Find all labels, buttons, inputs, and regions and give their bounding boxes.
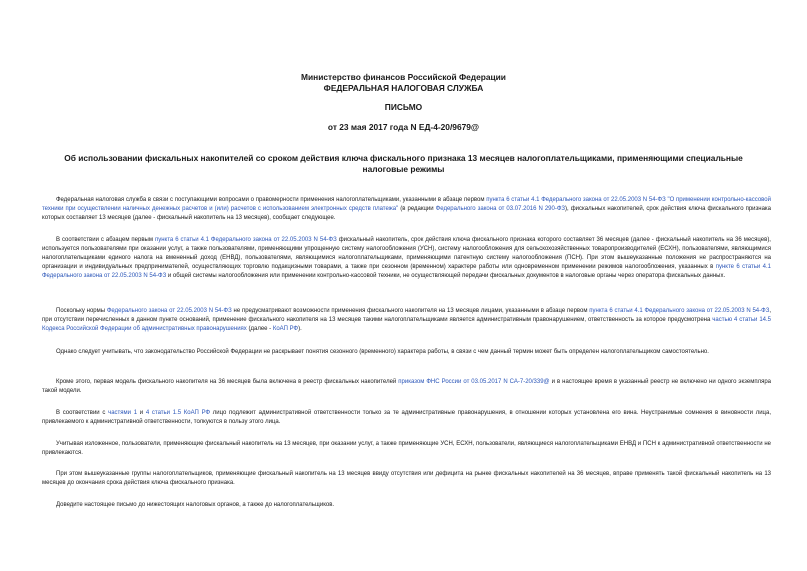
document-date-number: от 23 мая 2017 года N ЕД-4-20/9679@ (327, 122, 480, 132)
paragraph-3-text: ). (298, 325, 302, 332)
paragraph-8: При этом вышеуказанные группы налогоплательщиков, применяющие фискальный накопитель на 13 месяцев ввиду отсутствия или дефицита на рынке фискальных накопителей на 36 месяцев, вправе применять такой фискальный накопитель на 13 месяцев до окончания срока действия ключа фискального признака. (42, 471, 771, 486)
paragraph-1 (42, 196, 771, 223)
paragraph-6 (42, 409, 771, 427)
paragraph-3 (42, 307, 771, 334)
link-koap[interactable]: КоАП РФ (272, 325, 299, 332)
link-law-54fz-art-4-1[interactable]: пункта 6 статьи 4.1 Федерального закона от 22.05.2003 N 54-ФЗ (154, 237, 337, 243)
paragraph-1-text: (в редакции (398, 205, 436, 212)
link-law-54fz-art-4-1[interactable]: пункта 6 статьи 4.1 Федерального закона от 22.05.2003 N 54-ФЗ (589, 308, 770, 314)
link-koap-art-14-5[interactable]: частью 4 статьи 14.5 Кодекса Российской Федерации об административных правонарушениях (42, 316, 772, 332)
link-fns-order[interactable]: приказом ФНС России от 03.05.2017 N СА-7-20/339@ (398, 379, 550, 385)
service-name: ФЕДЕРАЛЬНАЯ НАЛОГОВАЯ СЛУЖБА (323, 83, 484, 93)
document-type: ПИСЬМО (384, 102, 423, 112)
paragraph-2-text: и общей системы налогообложения или применении контрольно-кассовой техники, не осуществляющей передачи фискальных документов в налоговые органы через оператора фискальных данных. (166, 272, 726, 279)
paragraph-5-text: и в настоящее время в указанный реестр не включено ни одного экземпляра такой модели. (42, 379, 771, 394)
paragraph-6-text: и (137, 410, 146, 416)
paragraph-3-text: , при отсутствии перечисленных в данном пункте оснований, применение фискального накопителя на 13 месяцев такими налогоплательщиками является административным правонарушением, ответственность за которое предусмотрена (42, 308, 771, 323)
link-law-54fz[interactable]: Федерального закона от 22.05.2003 N 54-ФЗ (106, 308, 232, 314)
paragraph-3-text: не предусматривают возможности применения фискального накопителя на 13 месяцев лицами, указанными в абзаце первом (231, 308, 590, 314)
paragraph-7: Учитывая изложенное, пользователи, применяющие фискальный накопитель на 13 месяцев, при оказании услуг, а также применяющие УСН, ЕСХН, пользователи, являющиеся налогоплательщиками ЕНВД и ПСН к административной ответственности не привлекаются. (42, 441, 771, 456)
paragraph-3-text: (далее - (246, 325, 273, 332)
link-law-54fz-art-4-1[interactable]: пункте 6 статьи 4.1 Федерального закона от 22.05.2003 N 54-ФЗ (42, 263, 772, 279)
ministry-name: Министерство финансов Российской Федерации (301, 72, 506, 82)
paragraph-2 (42, 236, 771, 281)
paragraph-2-text: В соответствии с абзацем первым (56, 237, 155, 243)
paragraph-4: Однако следует учитывать, что законодательство Российской Федерации не раскрывает понятия сезонного (временного) характера работы, в связи с чем данный термин может быть определен налогоплательщиком самостоятельно. (56, 349, 709, 355)
paragraph-2-text: фискальный накопитель, срок действия ключа фискального признака которого составляет 36 месяцев (далее - фискальный накопитель на 36 месяцев), используется пользователями при оказании услуг, а также пользователями, применяющими упрощенную систему налогообложения (УСН), систему налогообложения для сельскохозяйственных товаропроизводителей (ЕСХН), пользователями, являющимися налогоплательщиками единого налога на вмененный доход (ЕНВД), пользователями, являющимися налогоплательщиками, применяющими патентную систему налогообложения (ПСН). При этом вышеуказанные положения не распространяются на организации и индивидуальных предпринимателей, осуществляющих торговлю подакцизными товарами, а также при сезонном (временном) характере работы или одновременном применении режимов налогообложения, указанных в (42, 237, 771, 270)
link-law-54fz-art-4-1[interactable]: пункта 6 статьи 4.1 Федерального закона от 22.05.2003 N 54-ФЗ "О применении контрольно-кассовой техники при осуществлении наличных денежных расчетов и (или) расчетов с использованием электронных средств платежа" (42, 197, 771, 212)
paragraph-6-text: лицо подлежит административной ответственности только за те административные правонарушения, в отношении которых установлена его вина. Неустранимые сомнения в виновности лица, привлекаемого к административной ответственности, толкуются в пользу этого лица. (42, 410, 771, 425)
paragraph-3-text: Поскольку нормы (56, 308, 107, 314)
paragraph-9: Доведите настоящее письмо до нижестоящих налоговых органов, а также до налогоплательщиков. (56, 502, 335, 508)
paragraph-1-text: Федеральная налоговая служба в связи с поступающими вопросами о правомерности применения налогоплательщиками, указанными в абзаце первом (56, 197, 487, 203)
document-title: Об использовании фискальных накопителей со сроком действия ключа фискального признака 13 месяцев налогоплательщиками, применяющими специальные налоговые режимы (64, 153, 743, 174)
link-koap-part-1[interactable]: частями 1 (108, 410, 138, 416)
paragraph-1-text: ), фискальных накопителей, срок действия ключа фискального признака которых составляет 13 месяцев (далее - фискальный накопитель на 13 месяцев), сообщает следующее. (42, 205, 772, 221)
paragraph-5 (42, 378, 771, 396)
paragraph-5-text: Кроме этого, первая модель фискального накопителя на 36 месяцев была включена в реестр фискальных накопителей (56, 379, 399, 385)
paragraph-6-text: В соответствии с (56, 410, 109, 416)
link-koap-art-1-5[interactable]: 4 статьи 1.5 КоАП РФ (145, 410, 211, 416)
link-law-290fz[interactable]: Федерального закона от 03.07.2016 N 290-ФЗ (435, 205, 566, 212)
